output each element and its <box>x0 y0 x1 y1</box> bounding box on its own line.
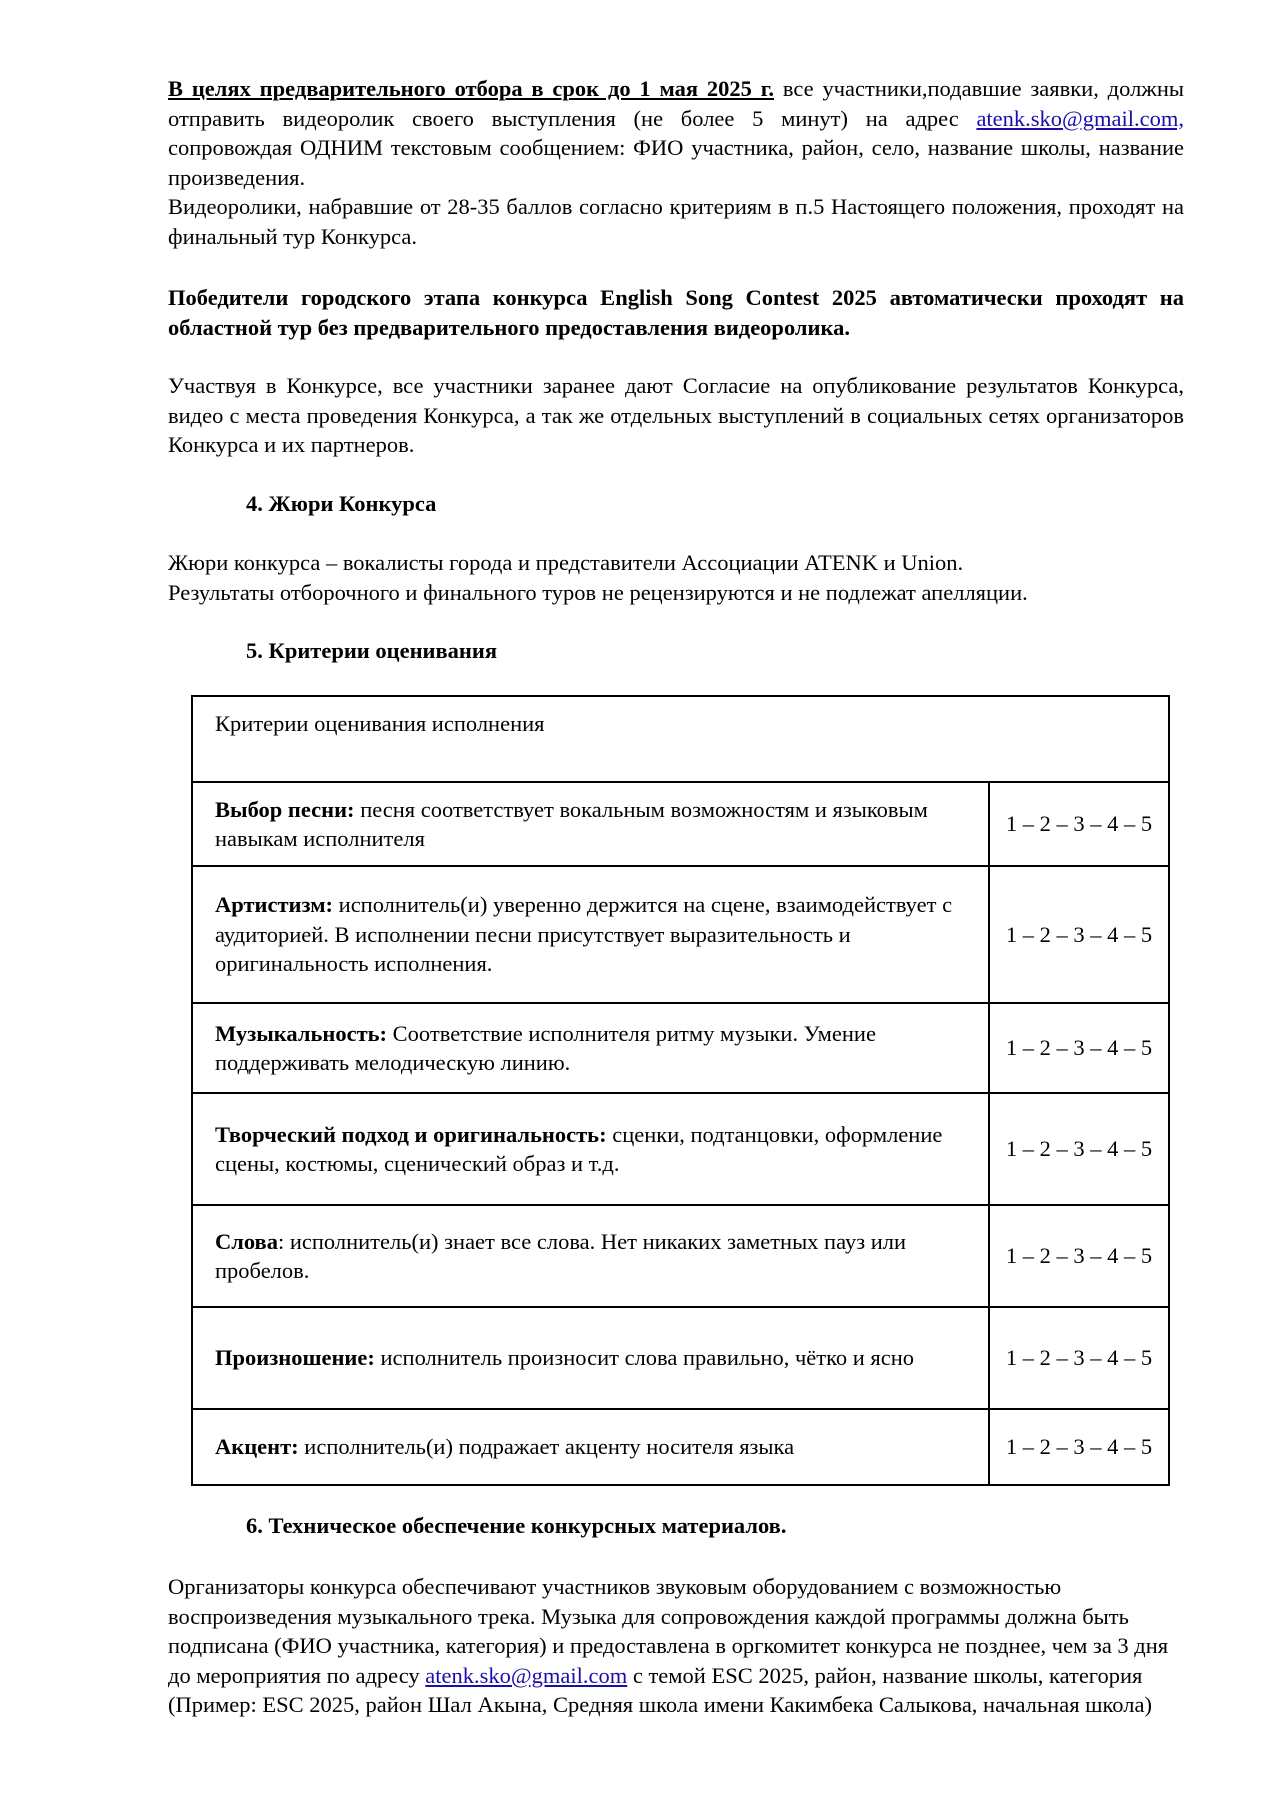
criterion-term: Творческий подход и оригинальность: <box>215 1121 607 1147</box>
criterion-cell <box>192 1093 989 1205</box>
score-scale: 1 – 2 – 3 – 4 – 5 <box>989 1093 1169 1205</box>
technical-text <box>168 1572 1184 1720</box>
criterion-term: Выбор песни: <box>215 796 355 822</box>
consent-text: Участвуя в Конкурсе, все участники заранее дают Согласие на опубликование результатов Конкурса, видео с места проведения Конкурса, а так же отдельных выступлений в социальных сетях организаторов Конкурса и их партнеров. <box>168 373 1184 457</box>
criterion-cell <box>192 1003 989 1093</box>
table-row <box>192 1093 1169 1205</box>
criterion-term: Произношение: <box>215 1345 375 1371</box>
criterion-term: Акцент: <box>215 1434 299 1460</box>
criterion-cell <box>192 1307 989 1409</box>
table-header-row <box>192 696 1169 782</box>
score-scale: 1 – 2 – 3 – 4 – 5 <box>989 1003 1169 1093</box>
criterion-term: Музыкальность: <box>215 1020 388 1046</box>
technical-paragraph <box>168 1572 1184 1720</box>
table-header-cell: Критерии оценивания исполнения <box>192 696 1169 782</box>
criterion-desc: исполнитель(и) уверенно держится на сцене, взаимодействует с аудиторией. В исполнении песни присутствует выразительность и оригинальность исполнения. <box>215 892 953 977</box>
winners-note <box>168 283 1184 342</box>
video-selection-text: Видеоролики, набравшие от 28-35 баллов согласно критериям в п.5 Настоящего положения, проходят на финальный тур Конкурса. <box>168 194 1184 249</box>
criterion-desc: песня соответствует вокальным возможностям и языковым навыкам исполнителя <box>215 796 928 851</box>
score-scale: 1 – 2 – 3 – 4 – 5 <box>989 1307 1169 1409</box>
score-scale: 1 – 2 – 3 – 4 – 5 <box>989 782 1169 866</box>
section-5-heading: 5. Критерии оценивания <box>246 638 498 663</box>
email-link[interactable]: atenk.sko@gmail.com <box>425 1662 628 1688</box>
score-scale: 1 – 2 – 3 – 4 – 5 <box>989 1409 1169 1485</box>
table-row <box>192 866 1169 1003</box>
technical-text-2: с темой ESC 2025, район, название школы, категория (Пример: ESC 2025, район Шал Акына, Средняя школа имени Какимбека Салыкова, начальная школа) <box>168 1662 1152 1717</box>
criterion-desc: Соответствие исполнителя ритму музыки. Умение поддерживать мелодическую линию. <box>215 1020 876 1075</box>
criterion-term: Артистизм: <box>215 892 334 918</box>
criterion-cell <box>192 782 989 866</box>
criteria-table <box>191 695 1170 1486</box>
intro-text <box>168 74 1184 192</box>
intro-tail: сопровождая ОДНИМ текстовым сообщением: ФИО участника, район, село, название школы, название произведения. <box>168 135 1184 190</box>
winners-note-text: Победители городского этапа конкурса English Song Contest 2025 автоматически проходят на областной тур без предварительного предоставления видеоролика. <box>168 285 1184 340</box>
email-link[interactable]: atenk.sko@gmail.com, <box>976 105 1184 131</box>
criterion-term: Слова <box>215 1228 278 1254</box>
table-row <box>192 1409 1169 1485</box>
table-row <box>192 1307 1169 1409</box>
score-scale: 1 – 2 – 3 – 4 – 5 <box>989 866 1169 1003</box>
criterion-cell <box>192 1205 989 1307</box>
table-row <box>192 1003 1169 1093</box>
criterion-desc: сценки, подтанцовки, оформление сцены, костюмы, сценический образ и т.д. <box>215 1121 943 1176</box>
section-4-heading: 4. Жюри Конкурса <box>246 491 437 516</box>
criterion-desc: исполнитель(и) подражает акценту носителя языка <box>298 1434 795 1460</box>
jury-line-2: Результаты отборочного и финального туров не рецензируются и не подлежат апелляции. <box>168 579 1028 605</box>
criterion-cell <box>192 866 989 1003</box>
intro-rest: все участники,подавшие заявки, должны отправить видеоролик своего выступления (не более 5 минут) на адрес <box>168 76 1184 131</box>
criterion-desc: исполнитель произносит слова правильно, чётко и ясно <box>374 1345 915 1371</box>
deadline-text: В целях предварительного отбора в срок до 1 мая 2025 г. <box>168 76 775 101</box>
table-row <box>192 1205 1169 1307</box>
jury-line-1: Жюри конкурса – вокалисты города и представители Ассоциации ATENK и Union. <box>168 550 964 575</box>
intro-paragraph <box>168 74 1184 251</box>
section-6-heading: 6. Техническое обеспечение конкурсных материалов. <box>246 1513 787 1538</box>
criterion-cell <box>192 1409 989 1485</box>
criterion-desc: : исполнитель(и) знает все слова. Нет никаких заметных пауз или пробелов. <box>215 1228 907 1283</box>
table-row <box>192 782 1169 866</box>
score-scale: 1 – 2 – 3 – 4 – 5 <box>989 1205 1169 1307</box>
jury-paragraph <box>168 548 1184 607</box>
technical-text-1: Организаторы конкурса обеспечивают участников звуковым оборудованием с возможностью воспроизведения музыкального трека. Музыка для сопровождения каждой программы должна быть подписана (ФИО участника, категория) и предоставлена в оргкомитет конкурса не позднее, чем за 3 дня до мероприятия по адресу <box>168 1574 1169 1688</box>
consent-paragraph <box>168 371 1184 460</box>
